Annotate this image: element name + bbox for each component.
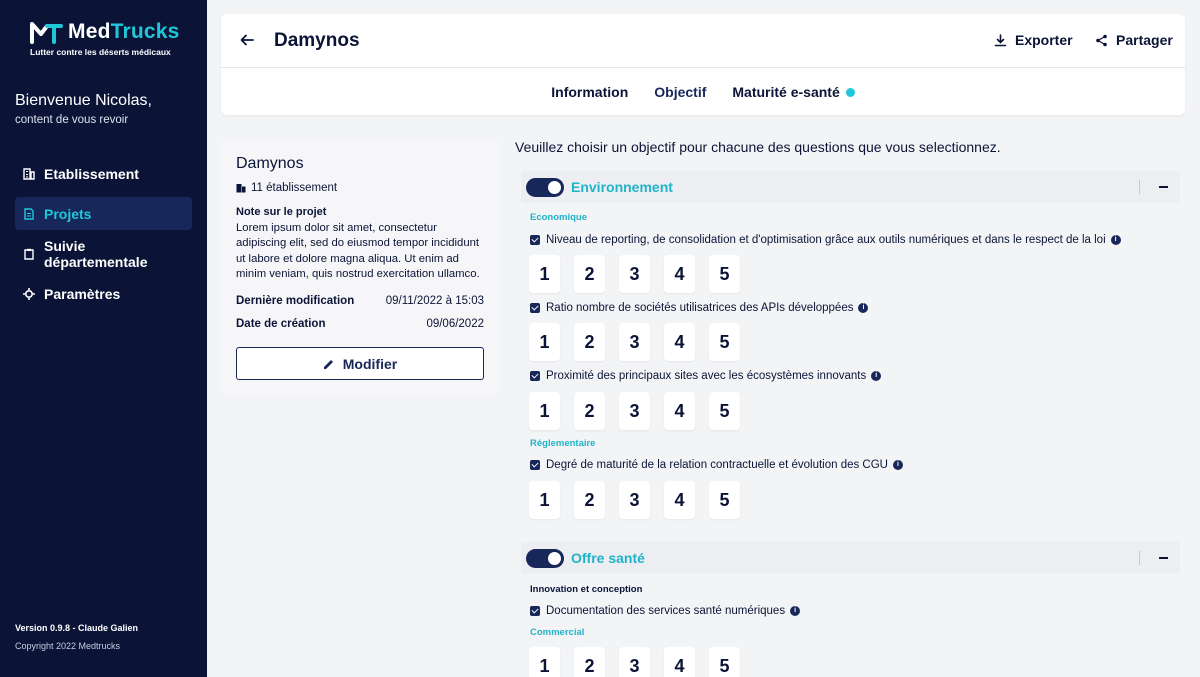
- section-toggle[interactable]: [526, 549, 564, 568]
- rating-option-5[interactable]: 5: [709, 647, 740, 677]
- building-icon: [236, 183, 246, 193]
- info-icon[interactable]: i: [871, 371, 881, 381]
- rating-option-1[interactable]: 1: [529, 481, 560, 519]
- sidebar-item-suivie-departementale[interactable]: [15, 237, 192, 270]
- info-icon[interactable]: i: [858, 303, 868, 313]
- rating-option-2[interactable]: 2: [574, 481, 605, 519]
- share-icon: [1095, 34, 1108, 47]
- info-icon[interactable]: i: [893, 460, 903, 470]
- info-icon[interactable]: i: [1111, 235, 1121, 245]
- category-label: Commercial: [530, 627, 585, 638]
- modify-label: Modifier: [342, 355, 398, 372]
- divider: [1139, 551, 1140, 565]
- page-title: Damynos: [274, 30, 360, 51]
- pencil-icon: [323, 358, 335, 370]
- rating-option-1[interactable]: 1: [529, 323, 560, 361]
- tab-information[interactable]: Information: [551, 84, 629, 100]
- info-icon[interactable]: i: [790, 606, 800, 616]
- question-row[interactable]: [530, 370, 881, 382]
- collapse-button[interactable]: [1148, 547, 1168, 569]
- category-label: Innovation et conception: [530, 584, 643, 595]
- building-icon: [23, 168, 35, 180]
- rating-scale: [529, 255, 740, 293]
- sidebar-item-label: Paramètres: [44, 285, 121, 302]
- question-text: Niveau de reporting, de consolidation et d'optimisation grâce aux outils numériques et dans le respect de la loi: [546, 234, 1106, 246]
- share-label: Partager: [1116, 32, 1173, 48]
- rating-option-2[interactable]: 2: [574, 323, 605, 361]
- welcome-title: Bienvenue Nicolas,: [15, 92, 152, 109]
- welcome-block: [15, 92, 152, 126]
- rating-scale: [529, 647, 740, 677]
- section-header-offre-sante: [521, 542, 1180, 574]
- logo[interactable]: [30, 20, 190, 57]
- rating-option-3[interactable]: 3: [619, 392, 650, 430]
- page-header: [221, 14, 1185, 115]
- rating-option-4[interactable]: 4: [664, 323, 695, 361]
- tab-maturite-e-sante[interactable]: [732, 82, 854, 102]
- project-note: Lorem ipsum dolor sit amet, consectetur adipiscing elit, sed do eiusmod tempor incididunt ut labore et dolore magna aliqua. Ut enim ad minim veniam, quis nostrud exercitation ullamco.: [236, 222, 480, 280]
- created-row: [236, 318, 484, 330]
- rating-scale: [529, 323, 740, 361]
- sidebar-item-projets[interactable]: [15, 197, 192, 230]
- sidebar-item-label: Etablissement: [44, 165, 139, 182]
- checkbox-checked[interactable]: [530, 606, 540, 616]
- rating-option-5[interactable]: 5: [709, 481, 740, 519]
- welcome-subtitle: content de vous revoir: [15, 114, 129, 126]
- question-text: Degré de maturité de la relation contractuelle et évolution des CGU: [546, 459, 888, 471]
- minus-icon: [1159, 186, 1168, 188]
- question-row[interactable]: [530, 459, 903, 471]
- rating-option-4[interactable]: 4: [664, 481, 695, 519]
- section-header-environnement: [521, 171, 1180, 203]
- rating-option-2[interactable]: 2: [574, 255, 605, 293]
- sidebar-item-etablissement[interactable]: [15, 157, 192, 190]
- modify-button[interactable]: [236, 347, 484, 380]
- collapse-button[interactable]: [1148, 176, 1168, 198]
- establishment-count-text: 11 établissement: [251, 182, 338, 194]
- question-text: Documentation des services santé numériques: [546, 605, 786, 617]
- rating-option-5[interactable]: 5: [709, 392, 740, 430]
- created-label: Date de création: [236, 318, 326, 330]
- project-name: Damynos: [236, 155, 304, 172]
- rating-option-4[interactable]: 4: [664, 392, 695, 430]
- medtrucks-logo-icon: [30, 20, 64, 44]
- tab-label: Maturité e-santé: [732, 84, 840, 100]
- rating-option-3[interactable]: 3: [619, 323, 650, 361]
- rating-option-2[interactable]: 2: [574, 647, 605, 677]
- sidebar-item-parametres[interactable]: [15, 277, 192, 310]
- section-toggle[interactable]: [526, 178, 564, 197]
- last-modified-value: 09/11/2022 à 15:03: [385, 295, 484, 307]
- clipboard-icon: [23, 248, 35, 260]
- category-label: Réglementaire: [530, 438, 596, 449]
- rating-option-1[interactable]: 1: [529, 255, 560, 293]
- rating-option-5[interactable]: 5: [709, 323, 740, 361]
- category-label: Economique: [530, 212, 588, 223]
- rating-option-1[interactable]: 1: [529, 647, 560, 677]
- minus-icon: [1159, 557, 1168, 559]
- question-text: Ratio nombre de sociétés utilisatrices des APIs développées: [546, 302, 854, 314]
- rating-option-4[interactable]: 4: [664, 647, 695, 677]
- project-card: [221, 139, 498, 395]
- rating-option-3[interactable]: 3: [619, 647, 650, 677]
- sidebar-item-label: Projets: [44, 205, 92, 222]
- checkbox-checked[interactable]: [530, 303, 540, 313]
- info-icon: [846, 88, 855, 97]
- question-text: Proximité des principaux sites avec les écosystèmes innovants: [546, 370, 867, 382]
- sidebar: [0, 0, 207, 677]
- section-title: Environnement: [571, 179, 673, 195]
- copyright-text: Copyright 2022 Medtrucks: [15, 641, 121, 651]
- share-button[interactable]: [1095, 32, 1173, 48]
- sidebar-nav: [15, 157, 192, 317]
- note-label: Note sur le projet: [236, 206, 327, 218]
- gear-icon: [23, 288, 35, 300]
- intro-text: Veuillez choisir un objectif pour chacune des questions que vous selectionnez.: [515, 139, 1001, 155]
- last-modified-row: [236, 295, 484, 307]
- header-divider: [221, 67, 1185, 68]
- tab-bar: [221, 82, 1185, 102]
- rating-option-3[interactable]: 3: [619, 255, 650, 293]
- back-arrow-icon[interactable]: [239, 32, 255, 48]
- export-label: Exporter: [1015, 32, 1073, 48]
- question-row[interactable]: [530, 234, 1121, 246]
- last-modified-label: Dernière modification: [236, 295, 355, 307]
- brand-tagline: Lutter contre les déserts médicaux: [30, 47, 171, 57]
- created-value: 09/06/2022: [426, 318, 484, 330]
- export-button[interactable]: [994, 32, 1073, 48]
- rating-option-4[interactable]: 4: [664, 255, 695, 293]
- brand-name: MedTrucks: [68, 20, 180, 43]
- section-title: Offre santé: [571, 550, 645, 566]
- rating-scale: [529, 392, 740, 430]
- checkbox-checked[interactable]: [530, 235, 540, 245]
- sidebar-item-label: Suivie départementale: [44, 237, 148, 270]
- rating-option-5[interactable]: 5: [709, 255, 740, 293]
- tab-objectif[interactable]: Objectif: [654, 84, 707, 100]
- download-icon: [994, 34, 1007, 47]
- question-row[interactable]: [530, 302, 868, 314]
- checkbox-checked[interactable]: [530, 371, 540, 381]
- establishment-count: [236, 182, 337, 194]
- checkbox-checked[interactable]: [530, 460, 540, 470]
- version-text: Version 0.9.8 - Claude Galien: [15, 623, 139, 633]
- question-row[interactable]: [530, 605, 800, 617]
- rating-option-1[interactable]: 1: [529, 392, 560, 430]
- rating-scale: [529, 481, 740, 519]
- divider: [1139, 180, 1140, 194]
- document-icon: [23, 208, 35, 220]
- rating-option-3[interactable]: 3: [619, 481, 650, 519]
- rating-option-2[interactable]: 2: [574, 392, 605, 430]
